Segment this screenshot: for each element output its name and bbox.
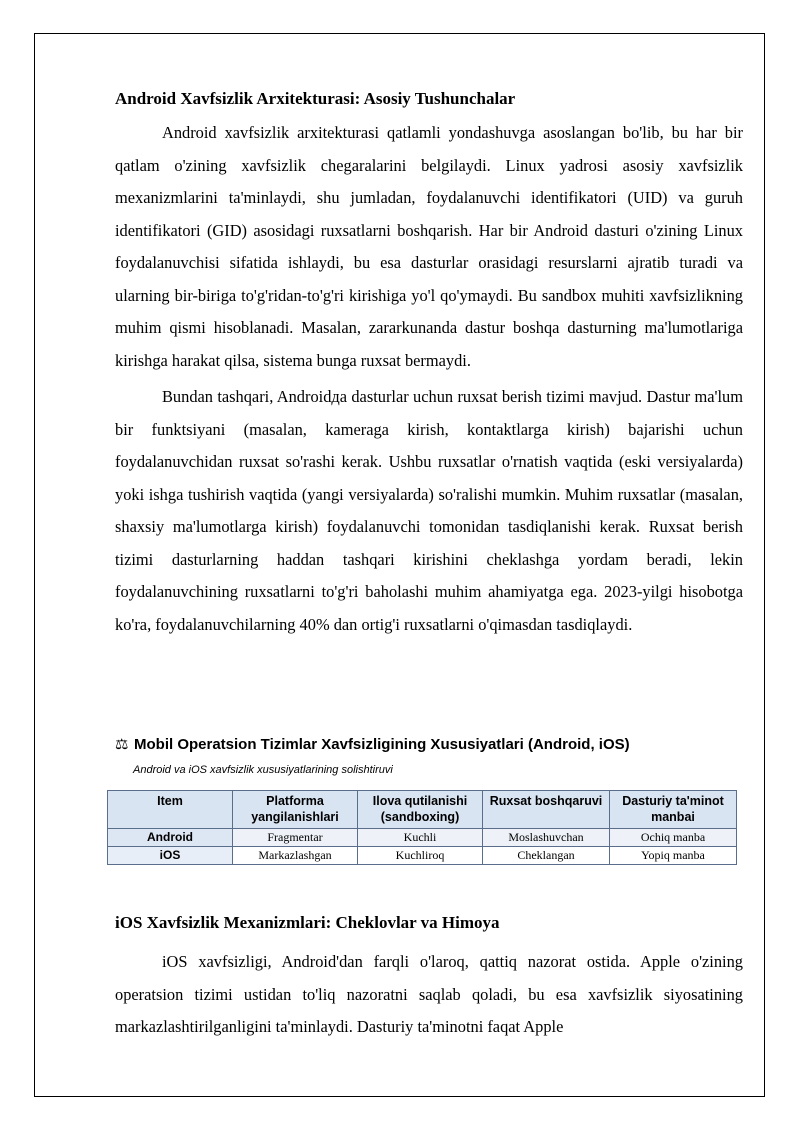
column-header: Item: [108, 791, 233, 829]
table-cell: Ochiq manba: [610, 829, 737, 847]
table-header-row: [108, 791, 737, 829]
column-header: Dasturiy ta'minot manbai: [610, 791, 737, 829]
section-heading: iOS Xavfsizlik Mexanizmlari: Cheklovlar va Himoya: [115, 913, 500, 932]
paragraph: Android xavfsizlik arxitekturasi qatlamli yondashuvga asoslangan bo'lib, bu har bir qatlam o'zining xavfsizlik chegaralarini belgilaydi. Linux yadrosi asosiy xavfsizlik mexanizmlarini ta'minlaydi, shu jumladan, foydalanuvchi identifikatori (UID) va guruh identifikatori (GID) asosidagi ruxsatlarni boshqarish. Har bir Android dasturi o'zining Linux foydalanuvchisi sifatida ishlaydi, bu esa dasturlar orasidagi resurslarni ajratib turadi va ularning bir-biriga to'g'ridan-to'g'ri kirishiga yo'l qo'ymaydi. Bu sandbox muhiti xavfsizlikning muhim qismi hisoblanadi. Masalan, zararkunanda dastur boshqa dasturning ma'lumotlariga kirishga harakat qilsa, sistema bunga ruxsat bermaydi.: [115, 123, 743, 370]
figure-title: [115, 735, 630, 753]
paragraph: Bundan tashqari, Androidда dasturlar uchun ruxsat berish tizimi mavjud. Dastur ma'lum bir funktsiyani (masalan, kameraga kirish, kontaktlarga kirish) bajarishi uchun foydalanuvchidan ruxsat so'rashi kerak. Ushbu ruxsatlar o'rnatish vaqtida (eski versiyalarda) yoki ishga tushirish vaqtida (yangi versiyalarda) so'ralishi mumkin. Muhim ruxsatlar (masalan, shaxsiy ma'lumotlarga kirish) foydalanuvchi tomonidan tasdiqlanishi kerak. Ruxsat berish tizimi dasturlarning haddan tashqari kirishini cheklashga yordam beradi, lekin foydalanuvchining ruxsatlarni to'g'ri baholashi muhim ahamiyatga ega. 2023-yilgi hisobotga ko'ra, foydalanuvchilarning 40% dan ortig'i ruxsatlarni o'qimasdan tasdiqlaydi.: [115, 387, 743, 634]
table-row: [108, 829, 737, 847]
row-label: Android: [108, 829, 233, 847]
column-header: Ilova qutilanishi (sandboxing): [358, 791, 483, 829]
table-cell: Fragmentar: [233, 829, 358, 847]
row-label: iOS: [108, 847, 233, 865]
table-cell: Kuchliroq: [358, 847, 483, 865]
table-cell: Markazlashgan: [233, 847, 358, 865]
section-ios: [115, 907, 743, 1044]
table-cell: Moslashuvchan: [483, 829, 610, 847]
column-header: Platforma yangilanishlari: [233, 791, 358, 829]
scale-icon: ⚖: [115, 736, 129, 753]
comparison-table: [107, 790, 737, 865]
figure-subtitle: Android va iOS xavfsizlik xususiyatlarining solishtiruvi: [133, 764, 393, 776]
table-cell: Yopiq manba: [610, 847, 737, 865]
section-heading: Android Xavfsizlik Arxitekturasi: Asosiy Tushunchalar: [115, 89, 516, 108]
table-cell: Kuchli: [358, 829, 483, 847]
section-android: [115, 83, 743, 641]
table-row: [108, 847, 737, 865]
column-header: Ruxsat boshqaruvi: [483, 791, 610, 829]
figure-title-text: Mobil Operatsion Tizimlar Xavfsizligining Xususiyatlari (Android, iOS): [134, 736, 630, 753]
table-cell: Cheklangan: [483, 847, 610, 865]
paragraph: iOS xavfsizligi, Android'dan farqli o'laroq, qattiq nazorat ostida. Apple o'zining operatsion tizimi ustidan to'liq nazoratni saqlab qoladi, bu esa xavfsizlik siyosatining markazlashtirilganligini ta'minlaydi. Dasturiy ta'minotni faqat Apple: [115, 952, 743, 1036]
